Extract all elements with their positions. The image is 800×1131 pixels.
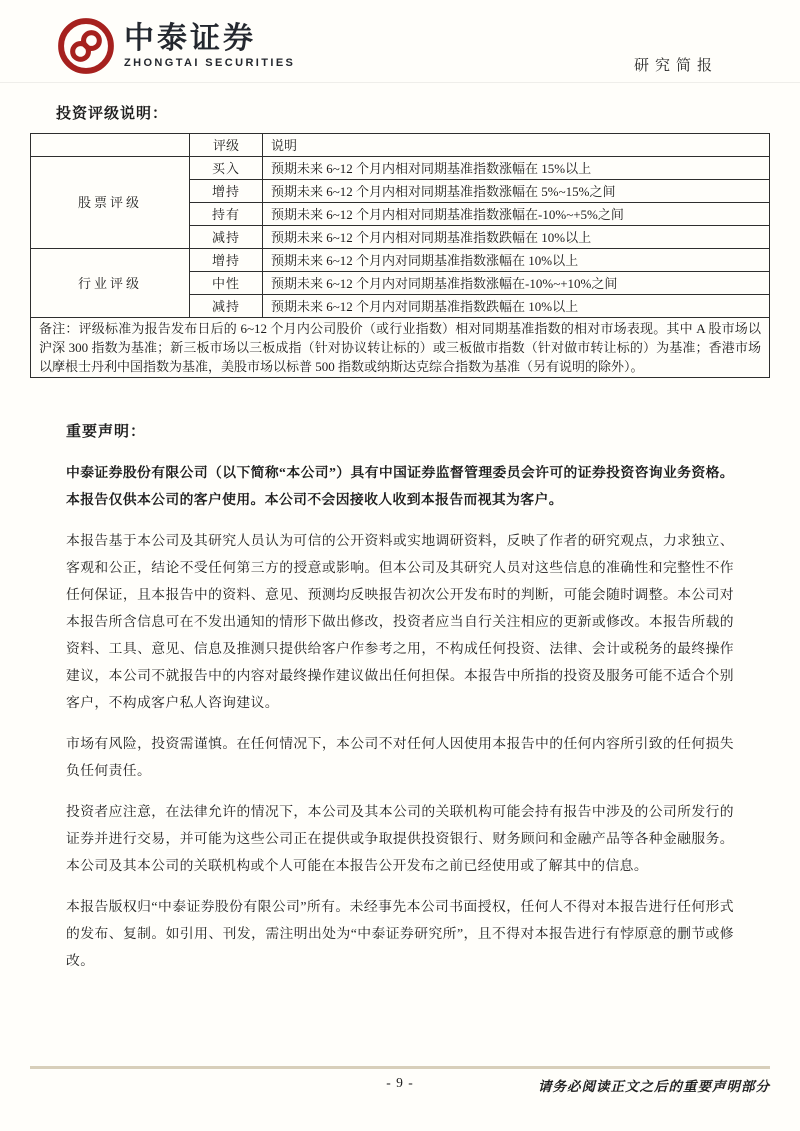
rating-cell: 持有 bbox=[190, 203, 263, 226]
zhongtai-logo bbox=[57, 17, 295, 75]
desc-cell: 预期未来 6~12 个月内相对同期基准指数涨幅在 15%以上 bbox=[263, 157, 770, 180]
rating-table-header-row bbox=[31, 134, 770, 157]
rating-table bbox=[30, 133, 770, 378]
statement-paragraph: 投资者应注意，在法律允许的情况下，本公司及其本公司的关联机构可能会持有报告中涉及的公司所发行的证券并进行交易，并可能为这些公司正在提供或争取提供投资银行、财务顾问和金融产品等各种金融服务。本公司及其本公司的关联机构或个人可能在本报告公开发布之前已经使用或了解其中的信息。 bbox=[66, 804, 734, 873]
report-type-label: 研究简报 bbox=[633, 58, 718, 74]
desc-cell: 预期未来 6~12 个月内对同期基准指数跌幅在 10%以上 bbox=[263, 295, 770, 318]
zhongtai-logo-icon bbox=[57, 17, 115, 75]
logo-name-cn: 中泰证券 bbox=[124, 22, 256, 55]
header-empty-cell bbox=[31, 134, 190, 157]
rating-cell: 减持 bbox=[190, 295, 263, 318]
header-desc-cell: 说明 bbox=[263, 134, 770, 157]
industry-rating-group-cell: 行业评级 bbox=[31, 249, 190, 318]
statement-paragraph: 本报告版权归“中泰证券股份有限公司”所有。未经事先本公司书面授权，任何人不得对本报告进行任何形式的发布、复制。如引用、刊发，需注明出处为“中泰证券研究所”，且不得对本报告进行有悖原意的删节或修改。 bbox=[66, 899, 734, 968]
rating-cell: 中性 bbox=[190, 272, 263, 295]
rating-cell: 买入 bbox=[190, 157, 263, 180]
statement-title: 重要声明： bbox=[66, 424, 147, 440]
page-footer bbox=[30, 1066, 770, 1095]
desc-cell: 预期未来 6~12 个月内对同期基准指数涨幅在-10%~+10%之间 bbox=[263, 272, 770, 295]
footer-notice: 请务必阅读正文之后的重要声明部分 bbox=[538, 1079, 770, 1094]
rating-cell: 增持 bbox=[190, 249, 263, 272]
desc-cell: 预期未来 6~12 个月内相对同期基准指数跌幅在 10%以上 bbox=[263, 226, 770, 249]
rating-section-title: 投资评级说明： bbox=[56, 106, 169, 122]
page-number: - 9 - bbox=[386, 1075, 414, 1090]
important-statement-section bbox=[66, 420, 734, 974]
statement-paragraph: 市场有风险，投资需谨慎。在任何情况下，本公司不对任何人因使用本报告中的任何内容所引致的任何损失负任何责任。 bbox=[66, 736, 734, 778]
desc-cell: 预期未来 6~12 个月内相对同期基准指数涨幅在 5%~15%之间 bbox=[263, 180, 770, 203]
rating-cell: 增持 bbox=[190, 180, 263, 203]
logo-text bbox=[124, 22, 295, 70]
statement-paragraph: 中泰证券股份有限公司（以下简称“本公司”）具有中国证券监督管理委员会许可的证券投资咨询业务资格。本报告仅供本公司的客户使用。本公司不会因接收人收到本报告而视其为客户。 bbox=[66, 465, 734, 507]
table-row bbox=[31, 249, 770, 272]
stock-rating-group-cell: 股票评级 bbox=[31, 157, 190, 249]
rating-cell: 减持 bbox=[190, 226, 263, 249]
logo-name-en: ZHONGTAI SECURITIES bbox=[124, 57, 296, 69]
rating-note-cell: 备注：评级标准为报告发布日后的 6~12 个月内公司股价（或行业指数）相对同期基准指数的相对市场表现。其中 A 股市场以沪深 300 指数为基准；新三板市场以三板成指（针对协议转让标的）或三板做市指数（针对做市转让标的）为基准；香港市场以摩根士丹利中国指数为基准，美股市场以标普 500 指数或纳斯达克综合指数为基准（另有说明的除外）。 bbox=[31, 318, 770, 378]
statement-paragraph: 本报告基于本公司及其研究人员认为可信的公开资料或实地调研资料，反映了作者的研究观点，力求独立、客观和公正，结论不受任何第三方的授意或影响。但本公司及其研究人员对这些信息的准确性和完整性不作任何保证，且本报告中的资料、意见、预测均反映报告初次公开发布时的判断，可能会随时调整。本公司对本报告所含信息可在不发出通知的情形下做出修改，投资者应当自行关注相应的更新或修改。本报告所载的资料、工具、意见、信息及推测只提供给客户作参考之用，不构成任何投资、法律、会计或税务的最终操作建议，本公司不就报告中的内容对最终操作建议做出任何担保。本报告中所指的投资及服务可能不适合个别客户，不构成客户私人咨询建议。 bbox=[66, 533, 734, 710]
header-rating-cell: 评级 bbox=[190, 134, 263, 157]
desc-cell: 预期未来 6~12 个月内对同期基准指数涨幅在 10%以上 bbox=[263, 249, 770, 272]
main-content bbox=[30, 100, 770, 988]
desc-cell: 预期未来 6~12 个月内相对同期基准指数涨幅在-10%~+5%之间 bbox=[263, 203, 770, 226]
table-row bbox=[31, 157, 770, 180]
page-header bbox=[0, 0, 800, 83]
table-row bbox=[31, 318, 770, 378]
